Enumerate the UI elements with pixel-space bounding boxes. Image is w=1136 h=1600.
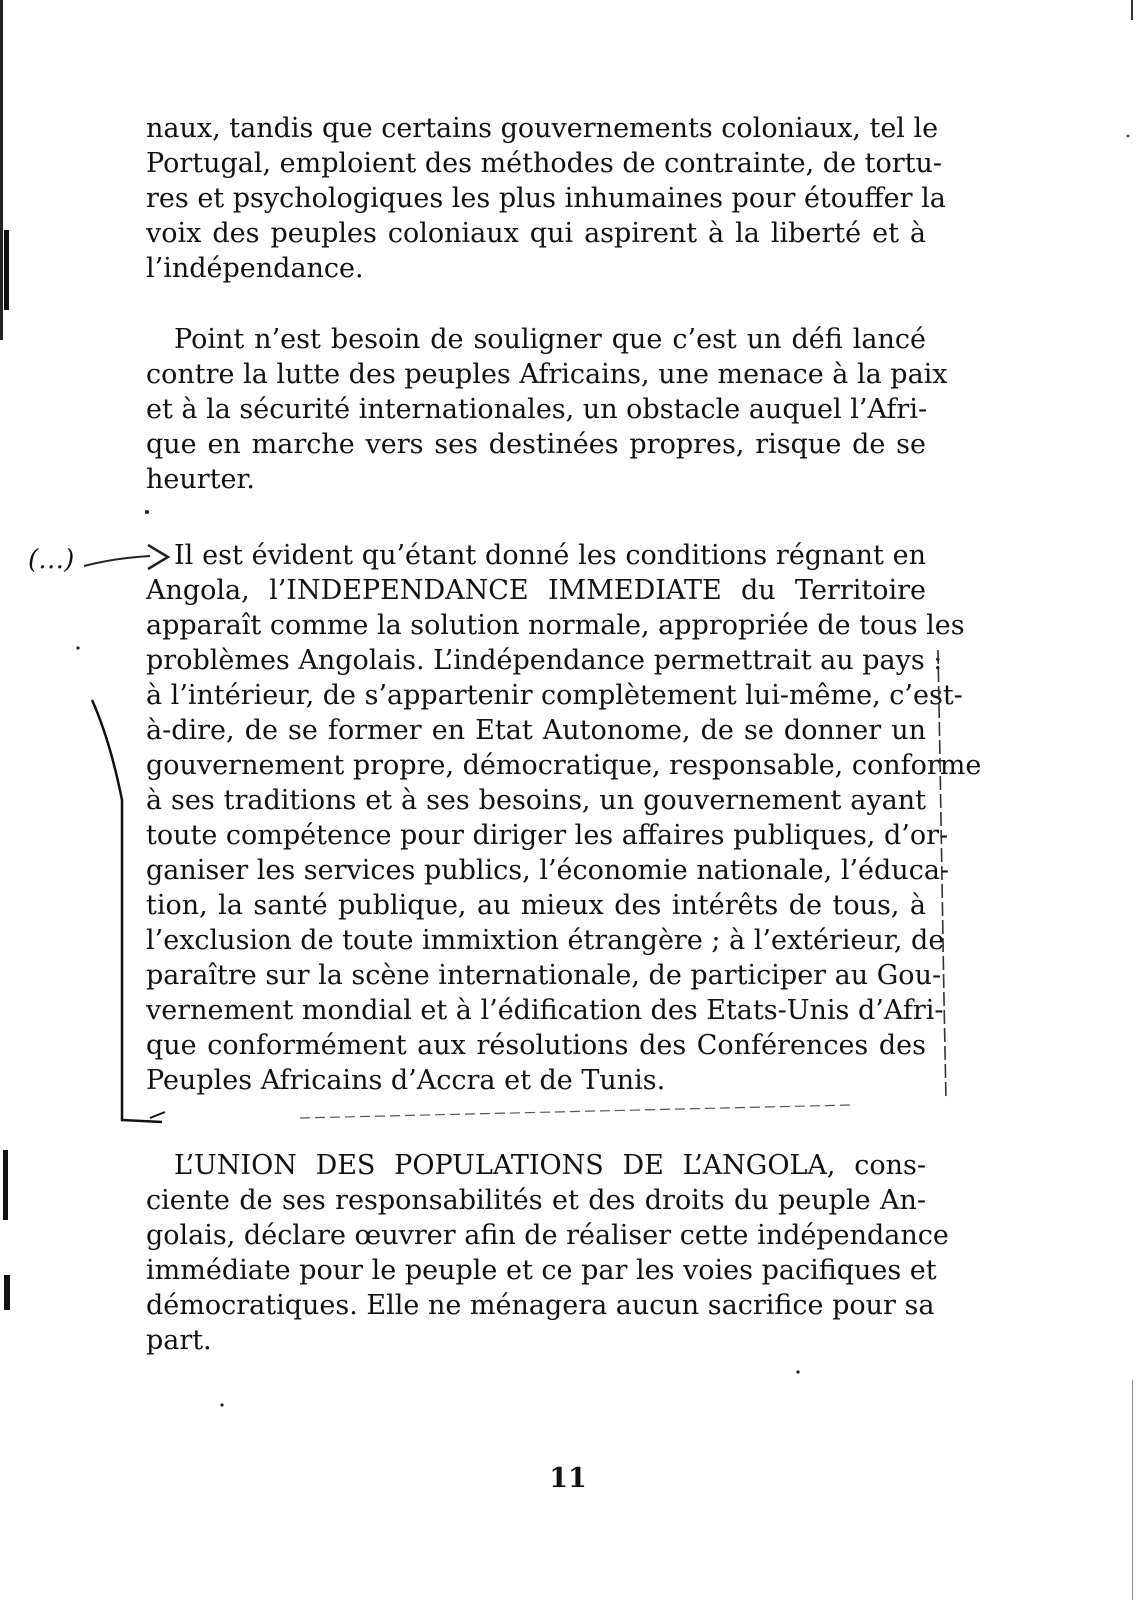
handwritten-margin-note: (…) xyxy=(28,545,75,575)
paragraph-4-line: golais, déclare œuvrer afin de réaliser cette indépendance xyxy=(146,1220,949,1251)
paragraph-3-line: ganiser les services publics, l’économie nationale, l’éduca- xyxy=(146,855,950,886)
paragraph-1-line: res et psychologiques les plus inhumaines pour étouffer la xyxy=(146,183,946,214)
paragraph-1-line: Portugal, emploient des méthodes de contrainte, de tortu- xyxy=(146,148,943,179)
paragraph-4-line: immédiate pour le peuple et ce par les voies pacifiques et xyxy=(146,1255,937,1286)
paragraph-3-line: paraître sur la scène internationale, de participer au Gou- xyxy=(146,960,942,991)
paragraph-3-line: toute compétence pour diriger les affaires publiques, d’or- xyxy=(146,820,949,851)
paragraph-3-line: gouvernement propre, démocratique, responsable, conforme xyxy=(146,750,982,781)
paragraph-2-line: que en marche vers ses destinées propres, risque de se xyxy=(146,429,926,460)
scan-edge-mark xyxy=(3,1150,8,1220)
paragraph-1-line: l’indépendance. xyxy=(146,253,364,284)
paragraph-4-line: démocratiques. Elle ne ménagera aucun sacrifice pour sa xyxy=(146,1290,935,1321)
paragraph-3-line: l’exclusion de toute immixtion étrangère ; à l’extérieur, de xyxy=(146,925,945,956)
bracket-tick-mark xyxy=(150,1112,165,1118)
annotation-arrow-icon xyxy=(84,556,150,566)
underline-mark xyxy=(300,1105,850,1118)
paragraph-3-line: à ses traditions et à ses besoins, un gouvernement ayant xyxy=(146,785,926,816)
paragraph-4-line: part. xyxy=(146,1325,212,1356)
scan-edge-mark xyxy=(4,1275,10,1310)
paragraph-3-line: à l’intérieur, de s’appartenir complètement lui-même, c’est- xyxy=(146,680,963,711)
paragraph-1-line: naux, tandis que certains gouvernements coloniaux, tel le xyxy=(146,113,939,144)
paragraph-2-line: heurter. xyxy=(146,464,256,495)
page-number: 11 xyxy=(549,1463,587,1494)
paragraph-3-line: vernement mondial et à l’édification des Etats-Unis d’Afri- xyxy=(146,995,944,1026)
paragraph-2-line: Point n’est besoin de souligner que c’est un défi lancé xyxy=(174,324,926,355)
paragraph-1-line: voix des peuples coloniaux qui aspirent à la liberté et à xyxy=(146,218,926,249)
paragraph-3-line: tion, la santé publique, au mieux des intérêts de tous, à xyxy=(146,890,926,921)
paragraph-3-line: apparaît comme la solution normale, appropriée de tous les xyxy=(146,610,965,641)
paragraph-2-line: contre la lutte des peuples Africains, une menace à la paix xyxy=(146,359,948,390)
left-bracket-mark xyxy=(92,700,162,1122)
scan-edge-mark xyxy=(0,0,3,340)
paragraph-3-line: Il est évident qu’étant donné les conditions régnant en xyxy=(174,540,926,571)
paragraph-4-line: ciente de ses responsabilités et des droits du peuple An- xyxy=(146,1185,926,1216)
paragraph-3-line: à-dire, de se former en Etat Autonome, de se donner un xyxy=(146,715,926,746)
paragraph-3-line: Peuples Africains d’Accra et de Tunis. xyxy=(146,1065,666,1096)
paragraph-4-line: L’UNION DES POPULATIONS DE L’ANGOLA, cons- xyxy=(174,1150,926,1181)
paragraph-3-line: que conformément aux résolutions des Conférences des xyxy=(146,1030,926,1061)
arrowhead-icon xyxy=(148,545,168,569)
paragraph-3-line: problèmes Angolais. L’indépendance permettrait au pays : xyxy=(146,645,943,676)
right-margin-line xyxy=(938,650,946,1100)
scan-edge-mark xyxy=(4,230,9,310)
scan-edge-mark xyxy=(1131,0,1133,20)
paragraph-2-line: et à la sécurité internationales, un obstacle auquel l’Afri- xyxy=(146,394,928,425)
paragraph-3-line: Angola, l’INDEPENDANCE IMMEDIATE du Territoire xyxy=(146,575,926,606)
